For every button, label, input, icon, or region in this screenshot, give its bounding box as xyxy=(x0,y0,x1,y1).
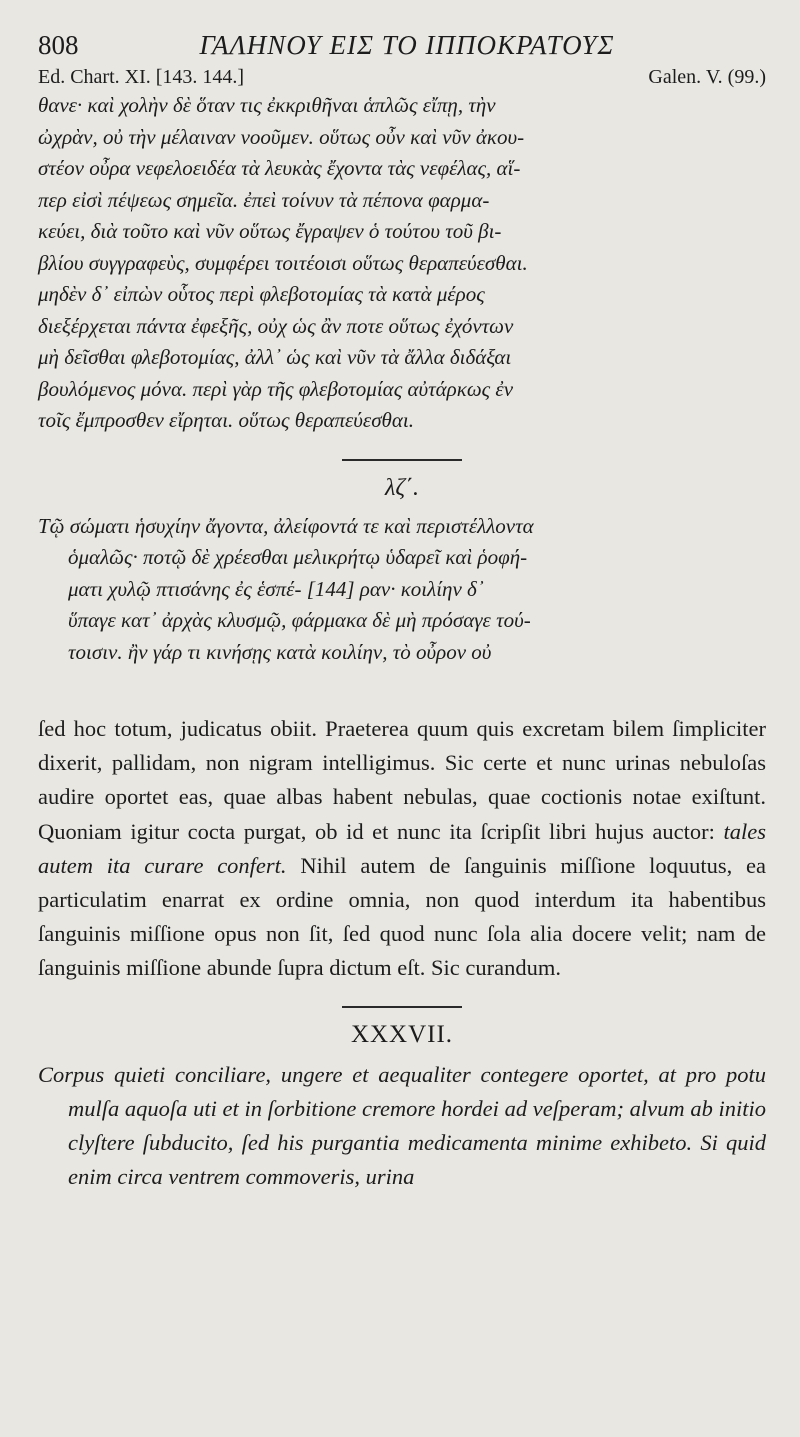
latin-lemma: Corpus quieti conciliare, ungere et aequaliter contegere oportet, at pro potu mulſa aquoſa uti et in ſorbitione cremore hordei ad veſperam; alvum ab initio clyſtere ſubducito, ſed his purgantia medicamenta minime exhibeto. Si quid enim circa ventrem commoveris, urina xyxy=(38,1061,766,1190)
latin-commentary-text: ſed hoc totum, judicatus obiit. Praeterea quum quis excretam bilem ſimpliciter dixerit, pallidam, non nigram intelligimus. Sic certe et nunc urinas nebuloſas audire oportet eas, quae albas habent nebulas, quae coctionis notae exiſtunt. Quoniam igitur cocta purgat, ob id et nunc ita ſcripſit libri hujus auctor: xyxy=(38,716,766,844)
greek-commentary-line: ὠχρὰν, οὐ τὴν μέλαιναν νοοῦμεν. οὕτως οὖν καὶ νῦν ἀκου- xyxy=(38,124,525,149)
greek-commentary-line: βλίου συγγραφεὺς, συμφέρει τοιτέοισι οὕτως θεραπεύεσθαι. xyxy=(38,250,528,275)
edition-reference-right: Galen. V. (99.) xyxy=(648,66,766,88)
greek-commentary-line: θανε· καὶ χολὴν δὲ ὅταν τις ἐκκριθῆναι ἁπλῶς εἴπῃ, τὴν xyxy=(38,93,496,117)
greek-lemma xyxy=(38,511,766,669)
greek-commentary-line: περ εἰσὶ πέψεως σημεῖα. ἐπεὶ τοίνυν τὰ πέπονα φαρμα- xyxy=(38,187,490,212)
section-divider xyxy=(342,1006,462,1008)
section-divider xyxy=(342,459,462,461)
running-title: ΓΑΛΗΝΟΥ ΕΙΣ ΤΟ ΙΠΠΟΚΡΑΤΟΥΣ xyxy=(199,30,615,60)
greek-commentary-line: τοῖς ἔμπροσθεν εἴρηται. οὕτως θεραπεύεσθαι. xyxy=(38,408,414,432)
greek-commentary-line: στέον οὖρα νεφελοειδέα τὰ λευκὰς ἔχοντα τὰς νεφέλας, αἵ- xyxy=(38,156,521,180)
greek-lemma-line: ματι χυλῷ πτισάνης ἐς ἑσπέ- [144] ραν· κοιλίην δ᾽ xyxy=(68,576,484,601)
greek-commentary-line: βουλόμενος μόνα. περὶ γὰρ τῆς φλεβοτομίας αὐτάρκως ἐν xyxy=(38,376,514,401)
running-head xyxy=(38,28,766,62)
greek-lemma-line: Τῷ σώματι ἡσυχίην ἄγοντα, ἀλείφοντά τε καὶ περιστέλλοντα xyxy=(38,513,534,538)
latin-commentary xyxy=(38,712,766,986)
greek-commentary-line: κεύει, διὰ τοῦτο καὶ νῦν οὕτως ἔγραψεν ὁ τούτου τοῦ βι- xyxy=(38,219,502,243)
greek-section-number: λζ΄. xyxy=(384,474,420,501)
latin-section-number: XXXVII. xyxy=(350,1020,454,1048)
greek-commentary-line: μηδὲν δ᾽ εἰπὼν οὗτος περὶ φλεβοτομίας τὰ κατὰ μέρος xyxy=(38,282,485,306)
edition-reference-left: Ed. Chart. XI. [143. 144.] xyxy=(38,66,245,88)
latin-commentary-paragraph xyxy=(38,712,766,986)
greek-lemma-line: ὁμαλῶς· ποτῷ δὲ χρέεσθαι μελικρήτῳ ὑδαρεῖ καὶ ῥοφή- xyxy=(68,545,528,569)
greek-commentary xyxy=(38,90,766,437)
page-number: 808 xyxy=(38,30,79,60)
latin-commentary-text: Nihil autem de ſanguinis miſſione loquutus, ea particulatim enarrat ex ordine omnia, non quod interdum ita habentibus ſanguinis miſſione opus non ſit, ſed quod nunc ſola alia docere velit; nam de ſanguinis miſſione abunde ſupra dictum eſt. Sic curandum. xyxy=(38,852,767,981)
greek-lemma-line: ὕπαγε κατ᾽ ἀρχὰς κλυσμῷ, φάρμακα δὲ μὴ πρόσαγε τού- xyxy=(68,608,531,632)
edition-reference-line xyxy=(38,64,766,90)
greek-lemma-line: τοισιν. ἢν γάρ τι κινήσῃς κατὰ κοιλίην, τὸ οὖρον οὐ xyxy=(68,639,492,664)
greek-commentary-line: μὴ δεῖσθαι φλεβοτομίας, ἀλλ᾽ ὡς καὶ νῦν τὰ ἄλλα διδάξαι xyxy=(38,345,512,369)
latin-commentary-quote: tales autem ita curare confert. xyxy=(38,818,766,878)
greek-commentary-line: διεξέρχεται πάντα ἐφεξῆς, οὐχ ὡς ἂν ποτε οὕτως ἐχόντων xyxy=(38,313,514,338)
